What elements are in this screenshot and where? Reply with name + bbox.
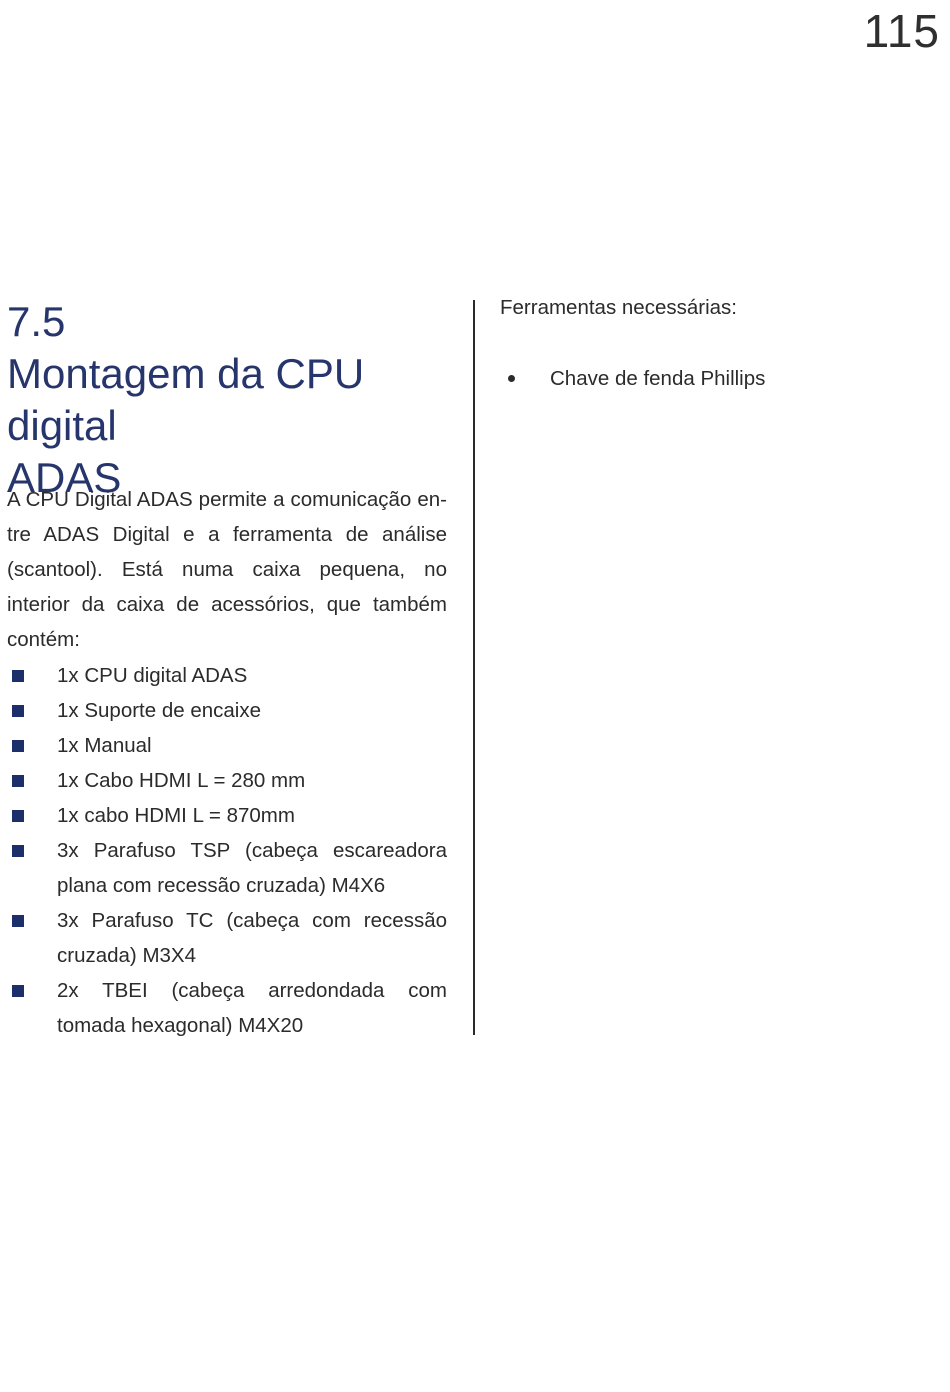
list-item-text: 3x Parafuso TSP (cabeça escareadora plana com recessão cruzada) M4X6 [57, 839, 447, 897]
list-item-text: 1x Suporte de encaixe [57, 699, 261, 722]
list-item [0, 658, 447, 693]
tool-item-text: Chave de fenda Phillips [550, 367, 766, 390]
tools-title: Ferramentas necessárias: [500, 296, 737, 319]
list-item [0, 903, 447, 973]
page-number: 115 [863, 5, 940, 57]
list-item [0, 798, 447, 833]
list-item-text: 1x Manual [57, 734, 152, 757]
list-item [0, 693, 447, 728]
tools-list [500, 361, 765, 396]
list-item-text: 1x Cabo HDMI L = 280 mm [57, 769, 306, 792]
square-bullet-icon [12, 985, 24, 997]
tool-item [500, 361, 765, 396]
list-item-text: 1x CPU digital ADAS [57, 664, 248, 687]
section-title-line-1: Montagem da CPU digital [7, 350, 365, 449]
list-item [0, 763, 447, 798]
list-item-text: 2x TBEI (cabeça arredondada com tomada hexagonal) M4X20 [57, 979, 447, 1037]
square-bullet-icon [12, 670, 24, 682]
square-bullet-icon [12, 915, 24, 927]
square-bullet-icon [12, 810, 24, 822]
square-bullet-icon [12, 705, 24, 717]
section-title-line-2: ADAS [7, 454, 122, 501]
intro-paragraph: A CPU Digital ADAS permite a comunicação entre ADAS Digital e a ferramenta de análise (scantool). Está numa caixa pequena, no interior da caixa de acessórios, que também contém: [7, 488, 447, 651]
square-bullet-icon [12, 740, 24, 752]
square-bullet-icon [12, 845, 24, 857]
section-number: 7.5 [7, 298, 66, 345]
list-item [0, 973, 447, 1043]
round-bullet-icon [508, 375, 515, 382]
column-divider [473, 300, 475, 1035]
contents-list [0, 658, 447, 1043]
section-heading [7, 296, 457, 504]
list-item [0, 833, 447, 903]
list-item [0, 728, 447, 763]
square-bullet-icon [12, 775, 24, 787]
list-item-text: 3x Parafuso TC (cabeça com recessão cruzada) M3X4 [57, 909, 447, 967]
list-item-text: 1x cabo HDMI L = 870mm [57, 804, 295, 827]
